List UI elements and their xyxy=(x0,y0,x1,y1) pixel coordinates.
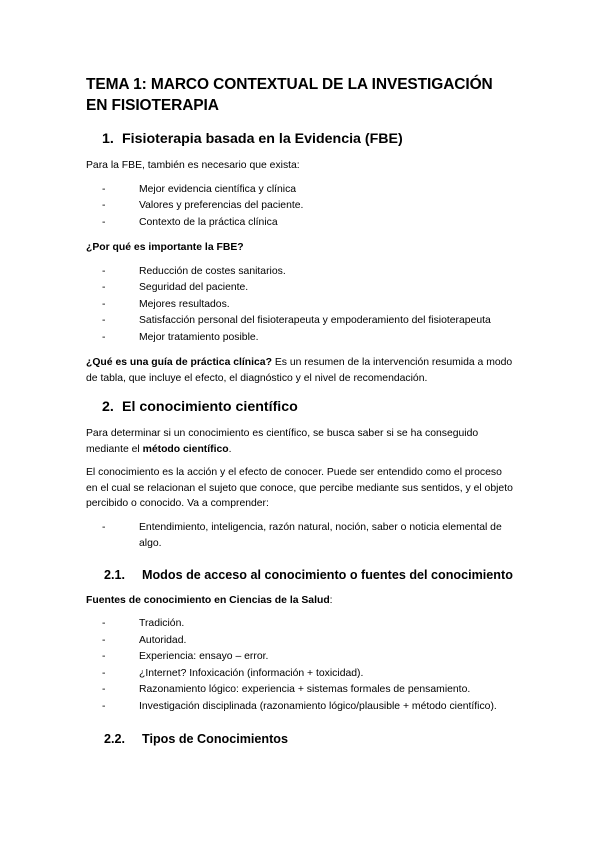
guide-question: ¿Qué es una guía de práctica clínica? xyxy=(86,357,272,368)
section-2-title: El conocimiento científico xyxy=(122,399,298,415)
document-title: TEMA 1: MARCO CONTEXTUAL DE LA INVESTIGACIÓN EN FISIOTERAPIA xyxy=(86,76,493,114)
scientific-method-term: método científico xyxy=(142,443,229,455)
list-item: - Seguridad del paciente. xyxy=(102,282,249,293)
section-1-title: Fisioterapia basada en la Evidencia (FBE) xyxy=(122,131,403,147)
knowledge-definition-paragraph: El conocimiento es la acción y el efecto de conocer. Puede ser entendido como el proceso en el cual se relacionan el sujeto que conoce, que percibe mediante sus sentidos, y el objeto percibido o conocido. Va a comprender: xyxy=(86,467,513,509)
guide-paragraph xyxy=(86,355,516,386)
list-item: - Mejor tratamiento posible. xyxy=(102,331,259,343)
guide-answer: Es un resumen de la intervención resumida a modo de tabla, que incluye el efecto, el diagnóstico y el nivel de recomendación. xyxy=(86,357,513,384)
list-item: - Razonamiento lógico: experiencia + sistemas formales de pensamiento. xyxy=(102,684,471,695)
list-item: - Valores y preferencias del paciente. xyxy=(102,200,304,211)
section-2-heading xyxy=(86,398,516,416)
section-2-1-heading xyxy=(86,567,516,583)
list-item: - Mejores resultados. xyxy=(102,298,230,310)
importance-question: ¿Por qué es importante la FBE? xyxy=(86,242,244,253)
section-2-number: 2. xyxy=(102,399,114,415)
list-item: - Satisfacción personal del fisioterapeuta y empoderamiento del fisioterapeuta xyxy=(102,315,491,326)
section-1-intro: Para la FBE, también es necesario que exista: xyxy=(86,160,300,171)
list-item: - Experiencia: ensayo – error. xyxy=(102,651,269,662)
list-item: - Reducción de costes sanitarios. xyxy=(102,265,286,277)
scientific-knowledge-paragraph: Para determinar si un conocimiento es científico, se busca saber si se ha conseguido mediante el método científico. xyxy=(86,428,479,455)
section-2-2-heading xyxy=(86,731,516,747)
list-item: - ¿Internet? Infoxicación (información + toxicidad). xyxy=(102,667,364,679)
section-2-1-title: Modos de acceso al conocimiento o fuentes del conocimiento xyxy=(142,567,513,582)
knowledge-sources-list xyxy=(86,616,516,715)
list-item: - Tradición. xyxy=(102,618,185,629)
list-item: - Mejor evidencia científica y clínica xyxy=(102,183,297,195)
importance-list xyxy=(86,264,516,347)
list-item: - Investigación disciplinada (razonamiento lógico/plausible + método científico). xyxy=(102,700,497,712)
fbe-requirements-list xyxy=(86,182,516,232)
knowledge-comprehension-list xyxy=(86,520,516,553)
section-1-number: 1. xyxy=(102,131,114,147)
list-item: - Contexto de la práctica clínica xyxy=(102,216,278,228)
sources-label: Fuentes de conocimiento en Ciencias de la Salud: xyxy=(86,594,333,606)
section-2-2-title: Tipos de Conocimientos xyxy=(142,732,289,746)
list-item: - Entendimiento, inteligencia, razón natural, noción, saber o noticia elemental de algo. xyxy=(102,521,502,549)
section-1-heading xyxy=(86,130,516,148)
section-2-2-number: 2.2. xyxy=(104,732,126,746)
list-item: - Autoridad. xyxy=(102,634,187,646)
section-2-1-number: 2.1. xyxy=(104,567,126,582)
document-page xyxy=(86,74,516,757)
